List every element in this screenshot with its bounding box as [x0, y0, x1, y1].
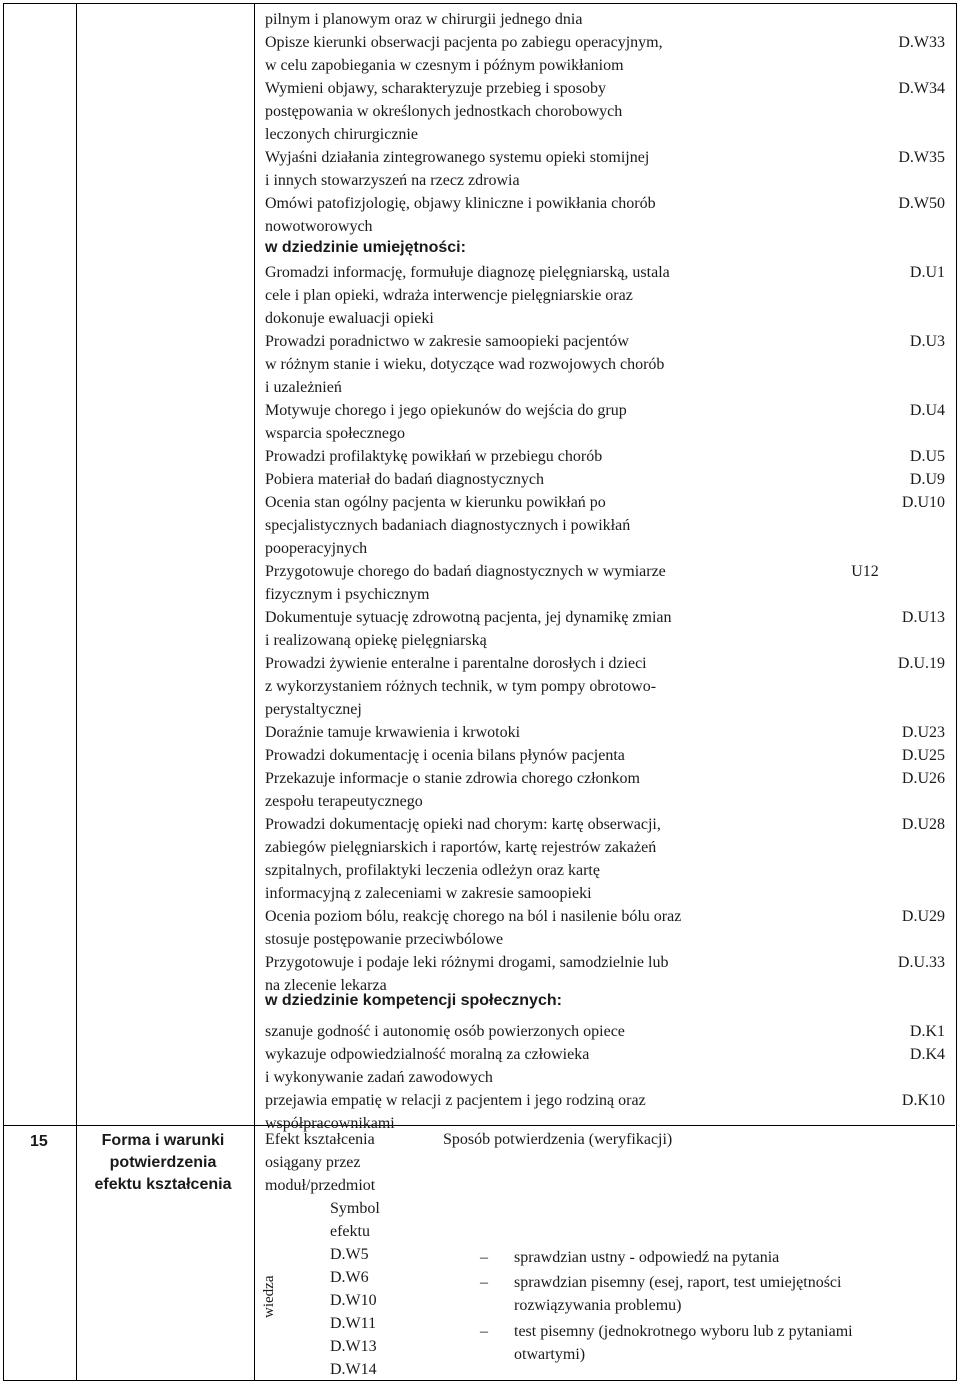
description-line: zabiegów pielęgniarskich i raportów, kartę rejestrów zakażeń: [265, 839, 657, 856]
bullet-text: [514, 1246, 924, 1269]
description-line: Pobiera materiał do badań diagnostycznych: [265, 471, 545, 488]
outcome-description: [265, 445, 785, 468]
bullet-line: test pisemny (jednokrotnego wyboru lub z pytaniami: [514, 1323, 853, 1340]
outcome-description: [265, 330, 785, 399]
symbol-list: [330, 1243, 377, 1381]
outcome-code: D.U5: [909, 448, 945, 465]
description-line: pooperacyjnych: [265, 540, 368, 557]
outcome-description: [265, 77, 785, 146]
symbol-header: [330, 1197, 380, 1243]
description-line: Przygotowuje chorego do badań diagnostycznych w wymiarze: [265, 563, 666, 580]
outcome-code: D.U29: [901, 908, 945, 925]
description-line: Prowadzi dokumentację opieki nad chorym: kartę obserwacji,: [265, 816, 661, 833]
bullet-line: sprawdzian ustny - odpowiedź na pytania: [514, 1249, 780, 1266]
outcome-code: D.U.19: [897, 655, 945, 672]
bullet-line: otwartymi): [514, 1346, 586, 1363]
description-line: postępowania w określonych jednostkach chorobowych: [265, 103, 623, 120]
outcome-code: D.K1: [909, 1023, 945, 1040]
outcome-code: D.W34: [898, 80, 945, 97]
description-line: Przygotowuje i podaje leki różnymi drogami, samodzielnie lub: [265, 954, 669, 971]
description-line: wykazuje odpowiedzialność moralną za człowieka: [265, 1046, 590, 1063]
column-divider-2: [254, 4, 255, 1380]
label-line-2: potwierdzenia: [109, 1154, 217, 1171]
description-line: Ocenia stan ogólny pacjenta w kierunku powikłań po: [265, 494, 606, 511]
section-heading-social: w dziedzinie kompetencji społecznych:: [265, 992, 562, 1009]
description-line: Prowadzi poradnictwo w zakresie samoopieki pacjentów: [265, 333, 629, 350]
outcome-code: D.U10: [901, 494, 945, 511]
symbol-line-2: efektu: [330, 1223, 370, 1240]
effect-line-2: osiągany przez: [265, 1154, 361, 1171]
outcome-description: [265, 491, 785, 560]
outcome-code: D.W33: [898, 34, 945, 51]
description-line: przejawia empatię w relacji z pacjentem i jego rodziną oraz: [265, 1092, 646, 1109]
description-line: i uzależnień: [265, 379, 342, 396]
outcome-description: [265, 905, 785, 951]
description-line: Dokumentuje sytuację zdrowotną pacjenta, jej dynamikę zmian: [265, 609, 672, 626]
symbol-item: D.W5: [330, 1246, 369, 1263]
outcome-description: [265, 744, 785, 767]
description-line: perystaltycznej: [265, 701, 362, 718]
symbol-item: D.W10: [330, 1292, 377, 1309]
description-line: Omówi patofizjologię, objawy kliniczne i powikłania chorób: [265, 195, 656, 212]
description-line: Gromadzi informację, formułuje diagnozę pielęgniarską, ustala: [265, 264, 670, 281]
dash-marker: –: [480, 1323, 488, 1340]
outcome-description: [265, 399, 785, 445]
effect-line-3: moduł/przedmiot: [265, 1177, 376, 1194]
description-line: i innych stowarzyszeń na rzecz zdrowia: [265, 172, 520, 189]
outcome-code: D.K10: [901, 1092, 945, 1109]
description-line: fizycznym i psychicznym: [265, 586, 430, 603]
bullet-text: [514, 1320, 924, 1366]
outcome-description: [265, 261, 785, 330]
outcome-description: [265, 813, 785, 905]
outcome-description: [265, 31, 785, 77]
description-line: specjalistycznych badaniach diagnostycznych i powikłań: [265, 517, 631, 534]
description-line: szanuje godność i autonomię osób powierzonych opiece: [265, 1023, 625, 1040]
symbol-item: D.W13: [330, 1338, 377, 1355]
outcome-description: [265, 1043, 785, 1089]
outcome-description: [265, 721, 785, 744]
outcome-description: [265, 767, 785, 813]
description-line: cele i plan opieki, wdraża interwencje pielęgniarskie oraz: [265, 287, 633, 304]
column-divider-1: [76, 4, 77, 1380]
description-line: zespołu terapeutycznego: [265, 793, 423, 810]
effect-header: [265, 1128, 425, 1197]
outcome-description: [265, 192, 785, 238]
outcome-description: [265, 8, 785, 31]
description-line: Prowadzi dokumentację i ocenia bilans płynów pacjenta: [265, 747, 625, 764]
description-line: szpitalnych, profilaktyki leczenia odleżyn oraz kartę: [265, 862, 600, 879]
description-line: Prowadzi żywienie enteralne i parentalne dorosłych i dzieci: [265, 655, 647, 672]
description-line: Doraźnie tamuje krwawienia i krwotoki: [265, 724, 521, 741]
effect-line-1: Efekt kształcenia: [265, 1131, 375, 1148]
description-line: i wykonywanie zadań zawodowych: [265, 1069, 493, 1086]
outcome-code: D.U28: [901, 816, 945, 833]
outcome-description: [265, 468, 785, 491]
description-line: w celu zapobiegania w czesnym i późnym powikłaniom: [265, 57, 624, 74]
symbol-item: D.W6: [330, 1269, 369, 1286]
bullet-text: [514, 1271, 924, 1317]
outcome-description: [265, 560, 785, 606]
outcome-code: D.U9: [909, 471, 945, 488]
category-label: wiedza: [261, 1275, 277, 1318]
row-number: 15: [30, 1133, 48, 1150]
description-line: Motywuje chorego i jego opiekunów do wejścia do grup: [265, 402, 627, 419]
description-line: stosuje postępowanie przeciwbólowe: [265, 931, 504, 948]
description-line: z wykorzystaniem różnych technik, w tym pompy obrotowo-: [265, 678, 657, 695]
outcome-code: D.U25: [901, 747, 945, 764]
description-line: Ocenia poziom bólu, reakcję chorego na ból i nasilenie bólu oraz: [265, 908, 682, 925]
description-line: informacyjną z zaleceniami w zakresie samoopieki: [265, 885, 592, 902]
description-line: dokonuje ewaluacji opieki: [265, 310, 434, 327]
outcome-code: U12: [851, 563, 879, 580]
description-line: Prowadzi profilaktykę powikłań w przebiegu chorób: [265, 448, 603, 465]
section-heading-skills: w dziedzinie umiejętności:: [265, 239, 466, 256]
description-line: Wymieni objawy, scharakteryzuje przebieg i sposoby: [265, 80, 606, 97]
section-15-label: [78, 1130, 248, 1196]
outcome-code: D.U1: [909, 264, 945, 281]
outcome-code: D.U.33: [897, 954, 945, 971]
outcome-code: D.U13: [901, 609, 945, 626]
description-line: na zlecenie lekarza: [265, 977, 387, 994]
outcome-description: [265, 652, 785, 721]
outcome-code: D.U23: [901, 724, 945, 741]
description-line: Przekazuje informacje o stanie zdrowia chorego członkom: [265, 770, 640, 787]
description-line: i realizowaną opiekę pielęgniarską: [265, 632, 487, 649]
description-line: leczonych chirurgicznie: [265, 126, 418, 143]
description-line: wsparcia społecznego: [265, 425, 405, 442]
description-line: Opisze kierunki obserwacji pacjenta po zabiegu operacyjnym,: [265, 34, 663, 51]
outcome-code: D.U3: [909, 333, 945, 350]
outcome-description: [265, 1020, 785, 1043]
symbol-item: D.W14: [330, 1361, 377, 1378]
outcome-code: D.W35: [898, 149, 945, 166]
symbol-item: D.W11: [330, 1315, 377, 1332]
outcome-code: D.K4: [909, 1046, 945, 1063]
outcome-description: [265, 146, 785, 192]
bullet-line: rozwiązywania problemu): [514, 1297, 682, 1314]
outcome-code: D.U26: [901, 770, 945, 787]
description-line: Wyjaśni działania zintegrowanego systemu opieki stomijnej: [265, 149, 650, 166]
bullet-line: sprawdzian pisemny (esej, raport, test umiejętności: [514, 1274, 842, 1291]
label-line-3: efektu kształcenia: [94, 1176, 232, 1193]
dash-marker: –: [480, 1274, 488, 1291]
description-line: w różnym stanie i wieku, dotyczące wad rozwojowych chorób: [265, 356, 665, 373]
dash-marker: –: [480, 1249, 488, 1266]
label-line-1: Forma i warunki: [101, 1132, 225, 1149]
method-header: Sposób potwierdzenia (weryfikacji): [443, 1131, 673, 1148]
outcome-description: [265, 606, 785, 652]
outcome-code: D.W50: [898, 195, 945, 212]
description-line: współpracownikami: [265, 1115, 395, 1132]
description-line: nowotworowych: [265, 218, 373, 235]
description-line: pilnym i planowym oraz w chirurgii jednego dnia: [265, 11, 583, 28]
symbol-line-1: Symbol: [330, 1200, 380, 1217]
outcome-code: D.U4: [909, 402, 945, 419]
